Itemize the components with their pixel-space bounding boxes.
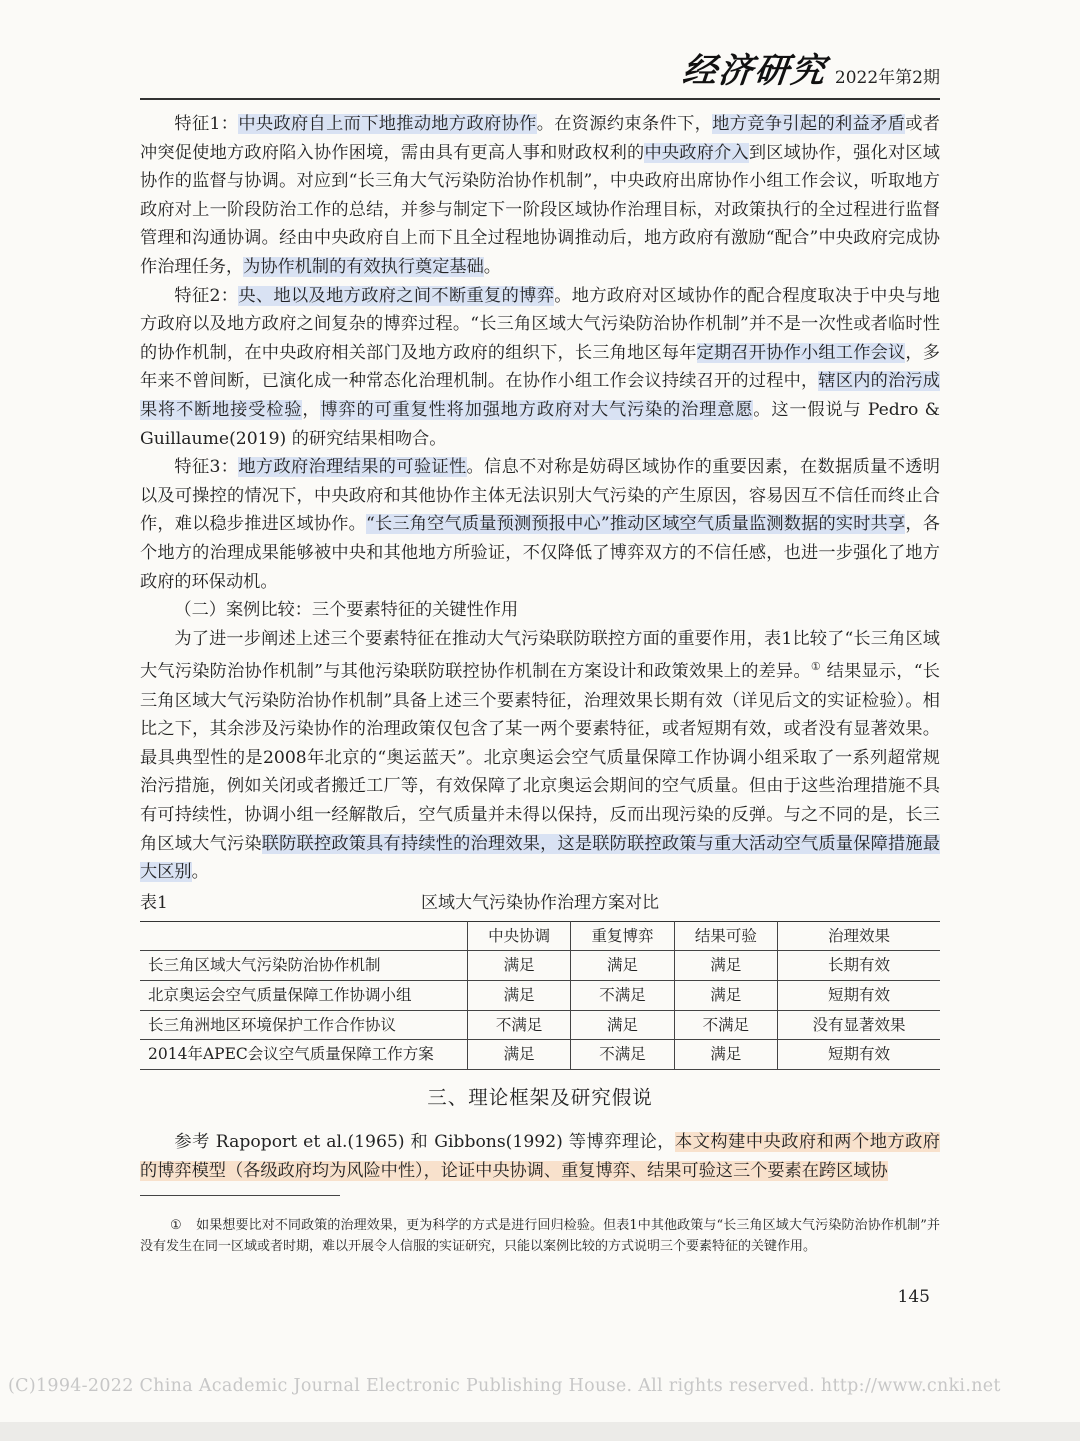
highlight: 为协作机制的有效执行奠定基础: [243, 256, 484, 277]
table-cell: 长期有效: [778, 951, 941, 981]
article-body: [140, 110, 940, 1186]
table-title: 区域大气污染协作治理方案对比: [421, 892, 659, 913]
table-header-cell: 结果可验: [674, 921, 777, 951]
highlight: 联防联控政策具有持续性的治理效果，这是联防联控政策与重大活动空气质量保障措施最大区别: [140, 833, 940, 883]
highlight: “长三角空气质量预测预报中心”推动区域空气质量监测数据的实时共享: [365, 514, 906, 535]
highlight: 中央政府自上而下地推动地方政府协作: [238, 114, 537, 134]
text-run: 结果显示，“长三角区域大气污染防治协作机制”具备上述三个要素特征，治理效果长期有效（详见后文的实证检验）。相比之下，其余涉及污染协作的治理政策仅包含了某一两个要素特征，或者短期有效，或者没有显著效果。最具典型性的是2008年北京的“奥运蓝天”。北京奥运会空气质量保障工作协调小组采取了一系列超常规治污措施，例如关闭或者搬迁工厂等，有效保障了北京奥运会期间的空气质量。但由于这些治理措施不具有可持续性，协调小组一经解散后，空气质量并未得以保持，反而出现污染的反弹。与之不同的是，长三角区域大气污染: [140, 662, 940, 854]
text-run: ，: [302, 399, 321, 420]
table-cell: 满足: [468, 980, 571, 1010]
bottom-band: [0, 1422, 1080, 1441]
text-run: 或者冲突促使地方政府陷入协作困境，需由具有更高人事和财政权利的: [140, 114, 940, 163]
highlight: 地方政府治理结果的可验证性: [238, 457, 467, 478]
footnote: [140, 1215, 940, 1257]
footnote-text: 如果想要比对不同政策的治理效果，更为科学的方式是进行回归检验。但表1中其他政策与“长三角区域大气污染防治协作机制”并没有发生在同一区域或者时期，难以开展令人信服的实证研究，只能以案例比较的方式说明三个要素特征的关键作用。: [140, 1218, 940, 1254]
paragraph-case-comparison: [140, 625, 940, 887]
table-header-cell: 治理效果: [778, 921, 941, 951]
paragraph-feature-1: [140, 110, 940, 282]
table-caption: [140, 889, 940, 917]
table-cell: 满足: [468, 951, 571, 981]
table-row: [140, 951, 940, 981]
table-label: 表1: [140, 892, 168, 913]
table-row: [140, 980, 940, 1010]
feature-lead: 特征2：: [174, 285, 239, 306]
text-run: 为了进一步阐述上述三个要素特征在推动大气污染联防联控方面的重要作用，表1比较了“长三角区域大气污染防治协作机制”与其他污染联防联控协作机制在方案设计和政策效果上的差异。: [140, 628, 940, 683]
text-run: 。: [483, 256, 501, 277]
table-cell: 满足: [674, 1040, 777, 1070]
feature-lead: 特征3：: [174, 457, 239, 478]
page-header: [680, 51, 940, 92]
table-cell: 短期有效: [778, 980, 941, 1010]
table-cell: 2014年APEC会议空气质量保障工作方案: [140, 1040, 468, 1070]
text-run: 。地方政府对区域协作的配合程度取决于中央与地方政府以及地方政府之间复杂的博弈过程。“长三角区域大气污染防治协作机制”并不是一次性或者临时性的协作机制，在中央政府相关部门及地方政府的组织下，长三角地区每年: [140, 285, 940, 363]
table-cell: 北京奥运会空气质量保障工作协调小组: [140, 980, 468, 1010]
table-row: [140, 1010, 940, 1040]
paragraph-feature-2: [140, 282, 940, 454]
table-header-cell: 重复博弈: [571, 921, 674, 951]
table-cell: 不满足: [468, 1010, 571, 1040]
table-cell: 满足: [468, 1040, 571, 1070]
footnote-mark: ①: [170, 1218, 182, 1233]
table-cell: 不满足: [674, 1010, 777, 1040]
feature-lead: 特征1：: [174, 114, 239, 134]
table-cell: 不满足: [571, 980, 674, 1010]
journal-masthead: 经济研究: [680, 51, 829, 91]
table-cell: 长三角区域大气污染防治协作机制: [140, 951, 468, 981]
table-cell: 短期有效: [778, 1040, 941, 1070]
highlight: 定期召开协作小组工作会议: [696, 342, 906, 363]
highlight: 本文构建中央政府和两个地方政府的博弈模型（各级政府均为风险中性），论证中央协调、重复博弈、结果可验这三个要素在跨区域协: [140, 1132, 940, 1181]
text-run: ，各个地方的治理成果能够被中央和其他地方所验证，不仅降低了博弈双方的不信任感，也进一步强化了地方政府的环保动机。: [140, 514, 940, 592]
comparison-table: [140, 921, 940, 1070]
highlight: 博弈的可重复性将加强地方政府对大气污染的治理意愿: [320, 399, 754, 420]
page-number: 145: [897, 1287, 930, 1307]
table-cell: 满足: [674, 980, 777, 1010]
table-cell: 没有显著效果: [778, 1010, 941, 1040]
highlight: 央、地以及地方政府之间不断重复的博弈: [238, 285, 555, 306]
footnote-rule: [140, 1195, 340, 1196]
section-title: 三、理论框架及研究假说: [427, 1085, 653, 1109]
table-cell: 满足: [674, 951, 777, 981]
subsection-heading: （二）案例比较：三个要素特征的关键性作用: [174, 600, 519, 621]
footnote-ref[interactable]: ①: [810, 660, 821, 674]
issue-label: 2022年第2期: [834, 68, 940, 88]
table-header-row: [140, 921, 940, 951]
header-rule: [140, 98, 940, 100]
table-cell: 满足: [571, 1010, 674, 1040]
text-run: ，多年来不曾间断，已演化成一种常态化治理机制。在协作小组工作会议持续召开的过程中，: [140, 342, 940, 392]
table-cell: 满足: [571, 951, 674, 981]
text-run: 到区域协作，强化对区域协作的监督与协调。对应到“长三角大气污染防治协作机制”，中央政府出席协作小组工作会议，听取地方政府对上一阶段防治工作的总结，并参与制定下一阶段区域协作治理目标，对政策执行的全过程进行监督管理和沟通协调。经由中央政府自上而下且全过程地协调推动后，地方政府有激励“配合”中央政府完成协作治理任务，: [140, 142, 940, 277]
highlight: 地方竞争引起的利益矛盾: [712, 114, 906, 134]
text-run: 参考 Rapoport et al.(1965) 和 Gibbons(1992) 等博弈理论，: [174, 1132, 676, 1153]
text-run: 。这一假说与 Pedro & Guillaume(2019) 的研究结果相吻合。: [140, 399, 940, 449]
text-run: 。: [191, 862, 209, 883]
highlight: 中央政府介入: [644, 142, 749, 163]
paragraph-theory: [140, 1128, 940, 1185]
paragraph-feature-3: [140, 453, 940, 596]
copyright-watermark: (C)1994-2022 China Academic Journal Electronic Publishing House. All rights reserved. http://www.cnki.net: [8, 1376, 1001, 1396]
table-cell: 不满足: [571, 1040, 674, 1070]
table-header-cell: [140, 921, 468, 951]
text-run: 。信息不对称是妨碍区域协作的重要因素，在数据质量不透明以及可操控的情况下，中央政府和其他协作主体无法识别大气污染的产生原因，容易因互不信任而终止合作，难以稳步推进区域协作。: [140, 457, 940, 535]
table-row: [140, 1040, 940, 1070]
text-run: 。在资源约束条件下，: [536, 114, 713, 134]
table-header-cell: 中央协调: [468, 921, 571, 951]
table-cell: 长三角洲地区环境保护工作合作协议: [140, 1010, 468, 1040]
highlight: 辖区内的治污成果将不断地接受检验: [140, 371, 940, 420]
